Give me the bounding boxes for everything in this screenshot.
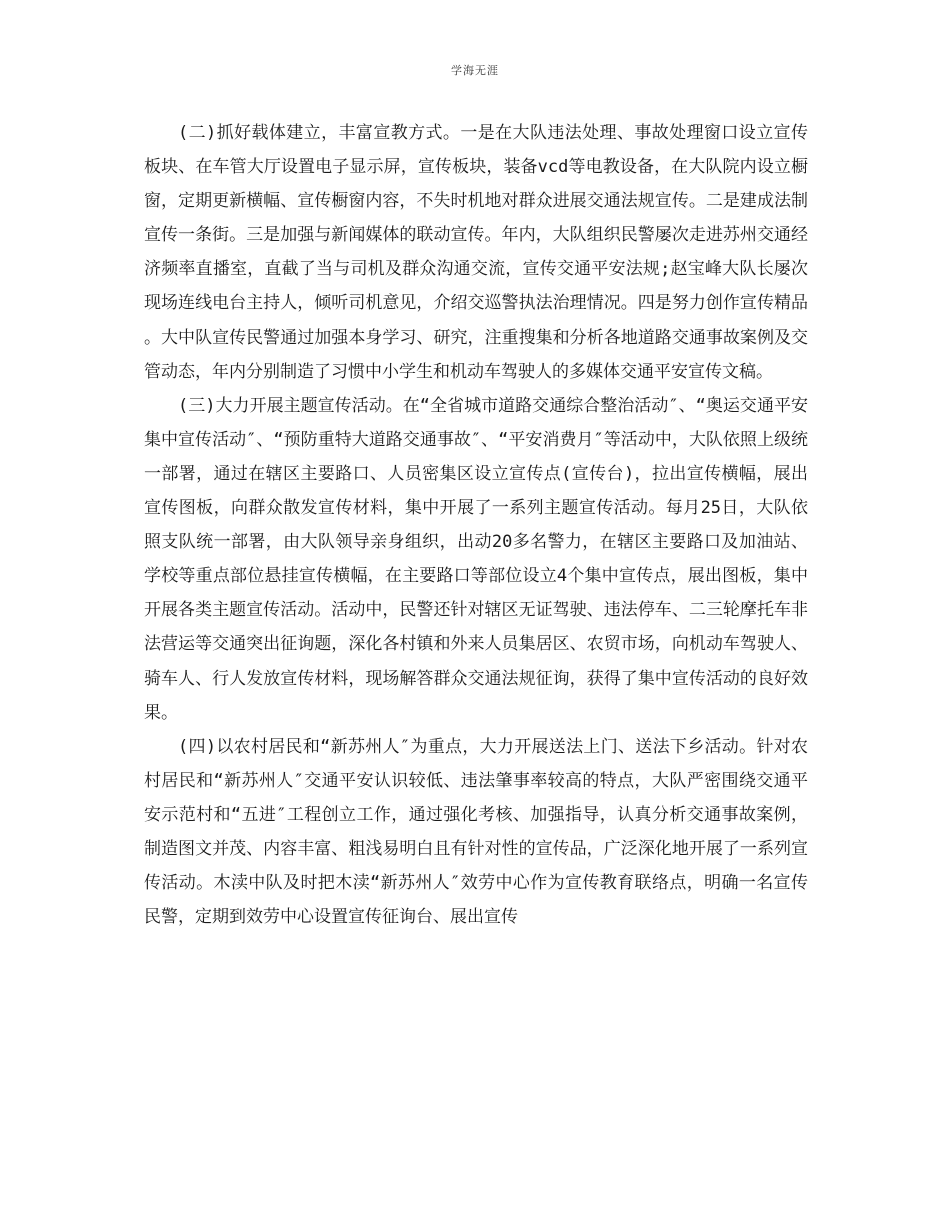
document-body bbox=[144, 116, 808, 934]
running-header: 学海无涯 bbox=[451, 64, 499, 77]
paragraph-two: (二)抓好载体建立，丰富宣教方式。一是在大队违法处理、事故处理窗口设立宣传板块、在车管大厅设置电子显示屏，宣传板块，装备vcd等电教设备，在大队院内设立橱窗，定期更新横幅、宣传橱窗内容，不失时机地对群众进展交通法规宣传。二是建成法制宣传一条街。三是加强与新闻媒体的联动宣传。年内，大队组织民警屡次走进苏州交通经济频率直播室，直截了当与司机及群众沟通交流，宣传交通平安法规;赵宝峰大队长屡次现场连线电台主持人，倾听司机意见，介绍交巡警执法治理情况。四是努力创作宣传精品。大中队宣传民警通过加强本身学习、研究，注重搜集和分析各地道路交通事故案例及交管动态，年内分别制造了习惯中小学生和机动车驾驶人的多媒体交通平安宣传文稿。 bbox=[144, 123, 808, 382]
paragraph-four: (四)以农村居民和“新苏州人″为重点，大力开展送法上门、送法下乡活动。针对农村居民和“新苏州人″交通平安认识较低、违法肇事率较高的特点，大队严密围绕交通平安示范村和“五进″工程创立工作，通过强化考核、加强指导，认真分析交通事故案例，制造图文并茂、内容丰富、粗浅易明白且有针对性的宣传品，广泛深化地开展了一系列宣传活动。木渎中队及时把木渎“新苏州人″效劳中心作为宣传教育联络点，明确一名宣传民警，定期到效劳中心设置宣传征询台、展出宣传 bbox=[144, 736, 808, 928]
paragraph-three: (三)大力开展主题宣传活动。在“全省城市道路交通综合整治活动″、“奥运交通平安集中宣传活动″、“预防重特大道路交通事故″、“平安消费月″等活动中，大队依照上级统一部署，通过在辖区主要路口、人员密集区设立宣传点(宣传台)，拉出宣传横幅，展出宣传图板，向群众散发宣传材料，集中开展了一系列主题宣传活动。每月25日，大队依照支队统一部署，由大队领导亲身组织，出动20多名警力，在辖区主要路口及加油站、学校等重点部位悬挂宣传横幅，在主要路口等部位设立4个集中宣传点，展出图板，集中开展各类主题宣传活动。活动中，民警还针对辖区无证驾驶、违法停车、二三轮摩托车非法营运等交通突出征询题，深化各村镇和外来人员集居区、农贸市场，向机动车驾驶人、骑车人、行人发放宣传材料，现场解答群众交通法规征询，获得了集中宣传活动的良好效果。 bbox=[144, 395, 808, 723]
